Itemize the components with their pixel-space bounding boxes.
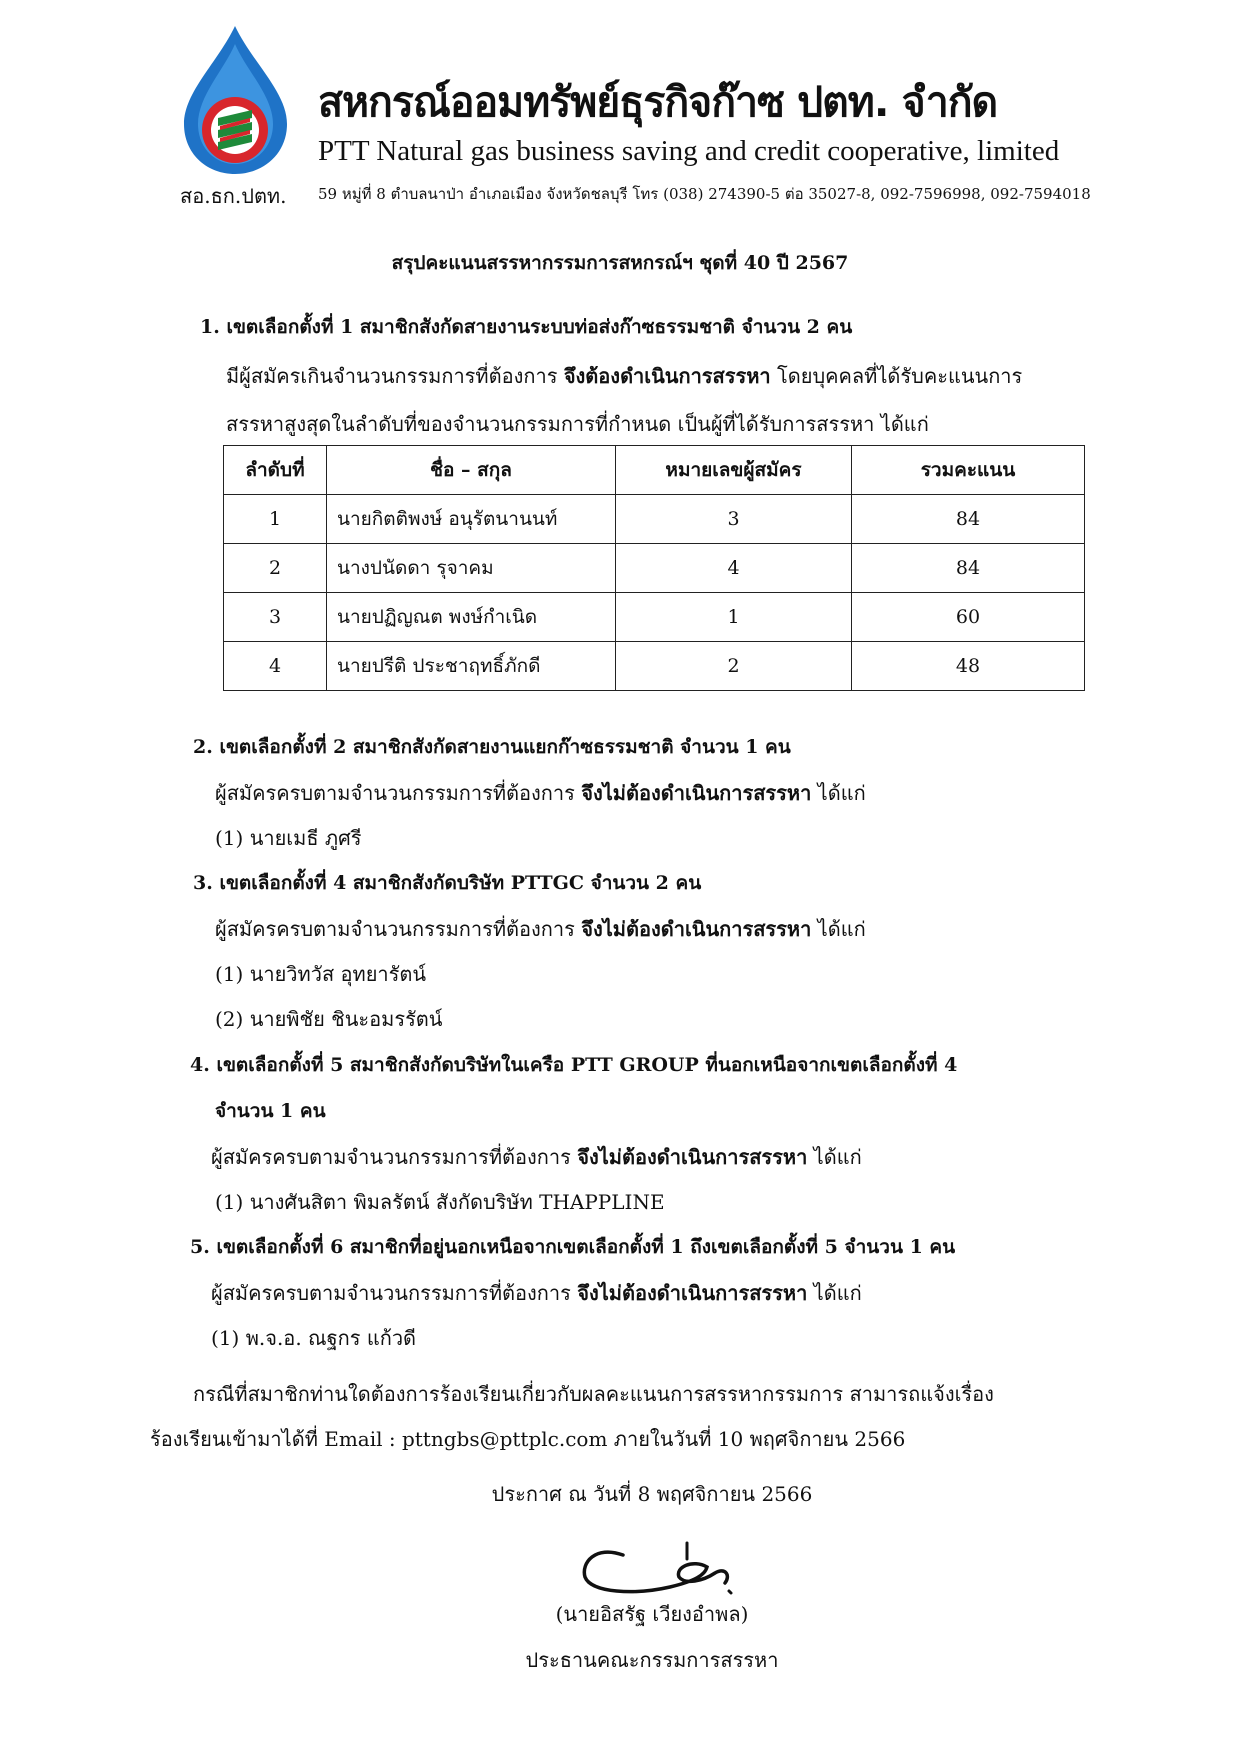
cooperative-name-english: PTT Natural gas business saving and credit cooperative, limited [318,135,1060,167]
table-row [224,544,1085,593]
zone5-description: ผู้สมัครครบตามจำนวนกรรมการที่ต้องการ จึงไม่ต้องดำเนินการสรรหา ได้แก่ [211,1281,862,1305]
cell-candidate-number: 3 [616,495,852,544]
cell-score: 84 [852,495,1085,544]
ptt-drop-logo [178,22,293,177]
zone1-results-table [223,445,1085,691]
zone5-heading: 5. เขตเลือกตั้งที่ 6 สมาชิกที่อยู่นอกเหนือจากเขตเลือกตั้งที่ 1 ถึงเขตเลือกตั้งที่ 5 จำนวน 1 คน [190,1236,956,1258]
table-row [224,593,1085,642]
cell-candidate-number: 4 [616,544,852,593]
zone2-description: ผู้สมัครครบตามจำนวนกรรมการที่ต้องการ จึงไม่ต้องดำเนินการสรรหา ได้แก่ [215,781,866,805]
complaint-notice-line1: กรณีที่สมาชิกท่านใดต้องการร้องเรียนเกี่ยวกับผลคะแนนการสรรหากรรมการ สามารถแจ้งเรื่อง [193,1382,994,1406]
zone4-heading: 4. เขตเลือกตั้งที่ 5 สมาชิกสังกัดบริษัทในเครือ PTT GROUP ที่นอกเหนือจากเขตเลือกตั้งที่ 4 [190,1054,958,1076]
zone1-heading: 1. เขตเลือกตั้งที่ 1 สมาชิกสังกัดสายงานระบบท่อส่งก๊าซธรรมชาติ จำนวน 2 คน [200,316,853,338]
cell-name: นายกิตติพงษ์ อนุรัตนานนท์ [327,495,616,544]
cooperative-address: 59 หมู่ที่ 8 ตำบลนาป่า อำเภอเมือง จังหวัดชลบุรี โทร (038) 274390-5 ต่อ 35027-8, 092-7596998, 092-7594018 [318,185,1091,203]
document-title: สรุปคะแนนสรรหากรรมการสหกรณ์ฯ ชุดที่ 40 ปี 2567 [391,252,849,274]
signature-image [575,1515,765,1605]
zone1-description-line1: มีผู้สมัครเกินจำนวนกรรมการที่ต้องการ จึงต้องดำเนินการสรรหา โดยบุคคลที่ได้รับคะแนนการ [226,364,1023,388]
cell-name: นางปนัดดา รุจาคม [327,544,616,593]
logo-caption: สอ.ธก.ปตท. [180,184,287,208]
cell-score: 84 [852,544,1085,593]
zone5-member-1: (1) พ.จ.อ. ณฐกร แก้วดี [211,1326,417,1350]
cell-name: นายปฏิญณต พงษ์กำเนิด [327,593,616,642]
zone1-description-line2: สรรหาสูงสุดในลำดับที่ของจำนวนกรรมการที่กำหนด เป็นผู้ที่ได้รับการสรรหา ได้แก่ [226,412,929,436]
table-header-row [224,446,1085,495]
column-header-name: ชื่อ – สกุล [327,446,616,495]
cell-rank: 1 [224,495,327,544]
zone2-heading: 2. เขตเลือกตั้งที่ 2 สมาชิกสังกัดสายงานแยกก๊าซธรรมชาติ จำนวน 1 คน [193,736,791,758]
cell-candidate-number: 2 [616,642,852,691]
cell-rank: 4 [224,642,327,691]
announcement-date: ประกาศ ณ วันที่ 8 พฤศจิกายน 2566 [491,1482,813,1506]
cell-candidate-number: 1 [616,593,852,642]
column-header-rank: ลำดับที่ [224,446,327,495]
cell-score: 48 [852,642,1085,691]
table-row [224,495,1085,544]
zone3-heading: 3. เขตเลือกตั้งที่ 4 สมาชิกสังกัดบริษัท PTTGC จำนวน 2 คน [193,872,702,894]
cell-name: นายปรีติ ประชาฤทธิ์ภักดี [327,642,616,691]
zone4-heading-count: จำนวน 1 คน [215,1100,326,1122]
column-header-total-score: รวมคะแนน [852,446,1085,495]
cell-rank: 2 [224,544,327,593]
zone3-member-1: (1) นายวิทวัส อุทยารัตน์ [215,962,427,986]
cooperative-name-thai: สหกรณ์ออมทรัพย์ธุรกิจก๊าซ ปตท. จำกัด [318,78,998,126]
signer-name: (นายอิสรัฐ เวียงอำพล) [555,1602,749,1626]
complaint-notice-line2: ร้องเรียนเข้ามาได้ที่ Email : pttngbs@pttplc.com ภายในวันที่ 10 พฤศจิกายน 2566 [150,1427,906,1451]
zone3-member-2: (2) นายพิชัย ชินะอมรรัตน์ [215,1007,443,1031]
table-row [224,642,1085,691]
signer-title: ประธานคณะกรรมการสรรหา [525,1648,779,1672]
zone3-description: ผู้สมัครครบตามจำนวนกรรมการที่ต้องการ จึงไม่ต้องดำเนินการสรรหา ได้แก่ [215,917,866,941]
column-header-candidate-number: หมายเลขผู้สมัคร [616,446,852,495]
zone4-description: ผู้สมัครครบตามจำนวนกรรมการที่ต้องการ จึงไม่ต้องดำเนินการสรรหา ได้แก่ [211,1145,862,1169]
cell-score: 60 [852,593,1085,642]
zone4-member-1: (1) นางศันสิตา พิมลรัตน์ สังกัดบริษัท THAPPLINE [215,1190,665,1214]
cell-rank: 3 [224,593,327,642]
zone2-member-1: (1) นายเมธี ภูศรี [215,826,362,850]
